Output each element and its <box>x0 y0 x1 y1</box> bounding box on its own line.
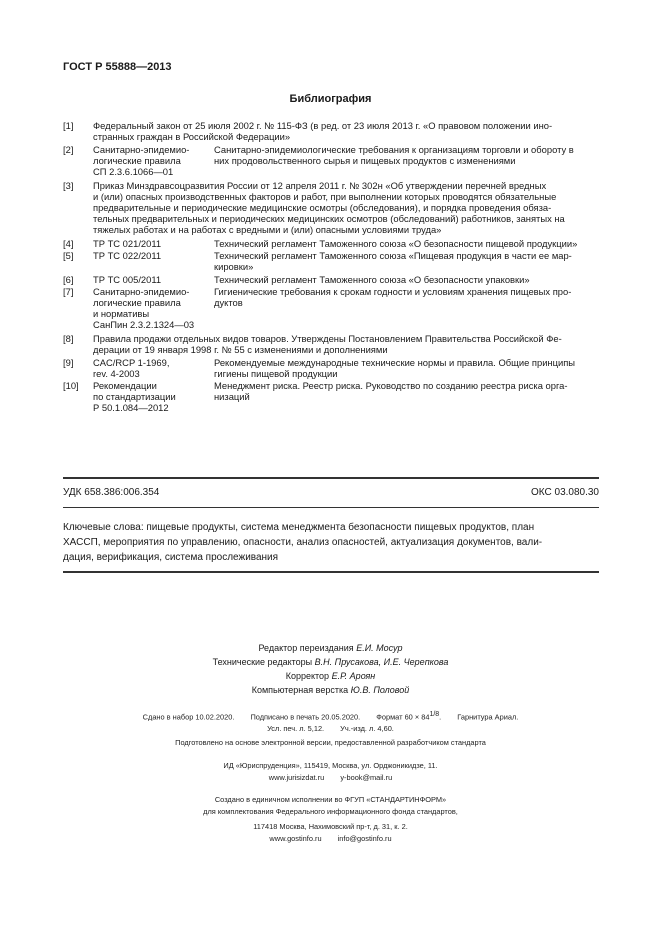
reference-code-line: и нормативы <box>93 308 150 319</box>
reference-desc-line: Гигиенические требования к срокам годности и условиям хранения пищевых про- <box>214 286 572 297</box>
reference-number: [9] <box>63 357 74 368</box>
reference-number: [10] <box>63 380 79 391</box>
reference-code <box>93 380 241 413</box>
print-details <box>0 709 661 735</box>
print-line-2 <box>0 723 661 735</box>
reference-5 <box>63 250 601 272</box>
reference-7 <box>63 286 601 330</box>
reference-6 <box>63 274 601 285</box>
reference-code-line: логические правила <box>93 297 181 308</box>
divider-bottom <box>63 571 599 573</box>
reference-code <box>93 357 241 379</box>
keywords-paragraph <box>63 520 599 565</box>
keywords-line: Ключевые слова: пищевые продукты, система менеджмента безопасности пищевых продуктов, план <box>63 522 535 533</box>
credit-name: Ю.В. Половой <box>350 685 410 695</box>
reference-code-line: по стандартизации <box>93 391 176 402</box>
reference-description <box>214 380 601 402</box>
reference-text-line: тельных предварительных и периодических медицинских осмотров (обследований) работников, занятых на <box>93 213 565 224</box>
reference-desc-line: Менеджмент риска. Реестр риска. Руководство по созданию реестра риска орга- <box>214 380 568 391</box>
reference-9 <box>63 357 601 379</box>
reference-description <box>214 144 601 166</box>
publisher-address: ИД «Юриспруденция», 115419, Москва, ул. Орджоникидзе, 11. <box>223 761 438 770</box>
producer-site-link[interactable]: www.gostinfo.ru <box>269 834 322 843</box>
reference-text-line: предварительные и периодические медицинские осмотры (обследования), и порядка проведения обяза- <box>93 202 552 213</box>
publisher-contacts <box>0 772 661 784</box>
reference-desc-line: них продовольственного сырья и пищевых продуктов с изменениями <box>214 155 516 166</box>
reference-desc-line: дуктов <box>214 297 243 308</box>
print-sheets: Усл. печ. л. 5,12. <box>267 724 325 734</box>
layout-credit <box>0 683 661 697</box>
reference-number: [7] <box>63 286 74 297</box>
reference-4 <box>63 238 601 249</box>
divider-middle <box>63 507 599 508</box>
producer-line-1: Создано в единичном исполнении во ФГУП «СТАНДАРТИНФОРМ» <box>214 795 447 804</box>
reference-number: [5] <box>63 250 74 261</box>
udk-code: УДК 658.386:006.354 <box>63 487 160 498</box>
reference-desc-line: низаций <box>214 391 250 402</box>
reference-code-line: СП 2.3.6.1066—01 <box>93 166 174 177</box>
reference-text-line: странных граждан в Российской Федерации» <box>93 131 291 142</box>
reference-number: [6] <box>63 274 74 285</box>
publisher-info <box>0 760 661 784</box>
keywords-line: ХАССП, мероприятия по управлению, опасности, анализ опасностей, актуализация документов, вали- <box>63 537 543 548</box>
reference-desc-line: Санитарно-эпидемиологические требования к организациям торговли и обороту в <box>214 144 574 155</box>
reference-2 <box>63 144 601 177</box>
bibliography-title: Библиография <box>289 93 372 105</box>
reference-3 <box>63 180 601 235</box>
credit-role: Редактор переиздания <box>258 643 354 653</box>
reference-text-line: и (или) опасных производственных факторов и работ, при выполнении которых проводятся обязательные <box>93 191 557 202</box>
reference-code <box>93 286 241 330</box>
reference-code-line: Р 50.1.084—2012 <box>93 402 169 413</box>
producer-address: 117418 Москва, Нахимовский пр-т, д. 31, к. 2. <box>253 822 408 831</box>
reference-number: [1] <box>63 120 74 131</box>
reference-description <box>214 274 601 285</box>
reference-number: [4] <box>63 238 74 249</box>
producer-info <box>0 794 661 845</box>
credit-role: Компьютерная верстка <box>251 685 349 695</box>
reference-code <box>93 274 241 285</box>
oks-code: ОКС 03.080.30 <box>531 487 599 498</box>
reference-number: [3] <box>63 180 74 191</box>
reference-description <box>214 286 601 308</box>
print-line-1: Сдано в набор 10.02.2020. Подписано в печать 20.05.2020. Формат $60 \times 84^{1/8}$. Гарнитура Ариал. <box>142 711 519 722</box>
reference-code <box>93 238 241 249</box>
format-fraction: 1/8 <box>429 711 440 718</box>
reference-8 <box>63 333 601 355</box>
reference-desc-line: гигиены пищевой продукции <box>214 368 338 379</box>
reference-1 <box>63 120 601 142</box>
signed-date: Подписано в печать 20.05.2020. <box>250 712 361 722</box>
reference-text-line: тяжелых работах и на работах с вредными и (или) опасными условиями труда» <box>93 224 442 235</box>
publisher-site-link[interactable]: www.jurisizdat.ru <box>268 773 325 782</box>
reference-code-line: Санитарно-эпидемио- <box>93 286 190 297</box>
credit-role: Корректор <box>285 671 330 681</box>
producer-email-link[interactable]: info@gostinfo.ru <box>337 834 392 843</box>
publisher-email-link[interactable]: y-book@mail.ru <box>340 773 393 782</box>
reference-text-line: Федеральный закон от 25 июля 2002 г. № 115-ФЗ (в ред. от 23 июля 2013 г. «О правовом положении ино- <box>93 120 553 131</box>
producer-contacts <box>0 833 661 845</box>
reference-description <box>214 357 601 379</box>
reference-desc-line: кировки» <box>214 261 254 272</box>
reference-description <box>214 238 601 249</box>
reference-code-line: ТР ТС 021/2011 <box>93 238 162 249</box>
reference-code-line: ТР ТС 022/2011 <box>93 250 162 261</box>
reference-10 <box>63 380 601 413</box>
reference-desc-line: Рекомендуемые международные технические нормы и правила. Общие принципы <box>214 357 576 368</box>
editor-credit <box>0 641 661 655</box>
credit-name: В.Н. Прусакова, И.Е. Черепкова <box>314 657 449 667</box>
set-date: Сдано в набор 10.02.2020. <box>142 712 235 722</box>
print-format: Формат 60 × 84 <box>376 712 430 722</box>
reference-number: [8] <box>63 333 74 344</box>
reference-text-line: Правила продажи отдельных видов товаров. Утверждены Постановлением Правительства Российской Фе- <box>93 333 562 344</box>
reference-code <box>93 250 241 261</box>
credits-block <box>0 641 661 697</box>
reference-desc-line: Технический регламент Таможенного союза «О безопасности упаковки» <box>214 274 530 285</box>
reference-code-line: СанПин 2.3.2.1324—03 <box>93 319 195 330</box>
reference-code-line: rev. 4-2003 <box>93 368 140 379</box>
credit-name: Е.Р. Ароян <box>331 671 376 681</box>
credit-name: Е.И. Мосур <box>356 643 403 653</box>
reference-code <box>93 144 241 177</box>
tech-editors-credit <box>0 655 661 669</box>
reference-text-line: Приказ Минздравсоцразвития России от 12 апреля 2011 г. № 302н «Об утверждении перечней вредных <box>93 180 547 191</box>
reference-number: [2] <box>63 144 74 155</box>
reference-text-line: дерации от 19 января 1998 г. № 55 с изменениями и дополнениями <box>93 344 388 355</box>
reference-desc-line: Технический регламент Таможенного союза «Пищевая продукция в части ее мар- <box>214 250 572 261</box>
reference-code-line: Санитарно-эпидемио- <box>93 144 190 155</box>
reference-code-line: ТР ТС 005/2011 <box>93 274 162 285</box>
reference-code-line: CAC/RCP 1-1969, <box>93 357 170 368</box>
reference-code-line: Рекомендации <box>93 380 157 391</box>
document-header: ГОСТ Р 55888—2013 <box>63 61 172 73</box>
edition-sheets: Уч.-изд. л. 4,60. <box>340 724 394 734</box>
credit-role: Технические редакторы <box>212 657 313 667</box>
reference-code-line: логические правила <box>93 155 181 166</box>
keywords-line: дация, верификация, система прослеживания <box>63 552 279 563</box>
proofreader-credit <box>0 669 661 683</box>
producer-line-2: для комплектования Федерального информационного фонда стандартов, <box>203 807 458 816</box>
reference-desc-line: Технический регламент Таможенного союза «О безопасности пищевой продукции» <box>214 238 578 249</box>
reference-description <box>214 250 601 272</box>
divider-top <box>63 477 599 479</box>
prepared-note: Подготовлено на основе электронной версии, предоставленной разработчиком стандарта <box>175 738 486 747</box>
typeface: Гарнитура Ариал. <box>457 712 519 722</box>
